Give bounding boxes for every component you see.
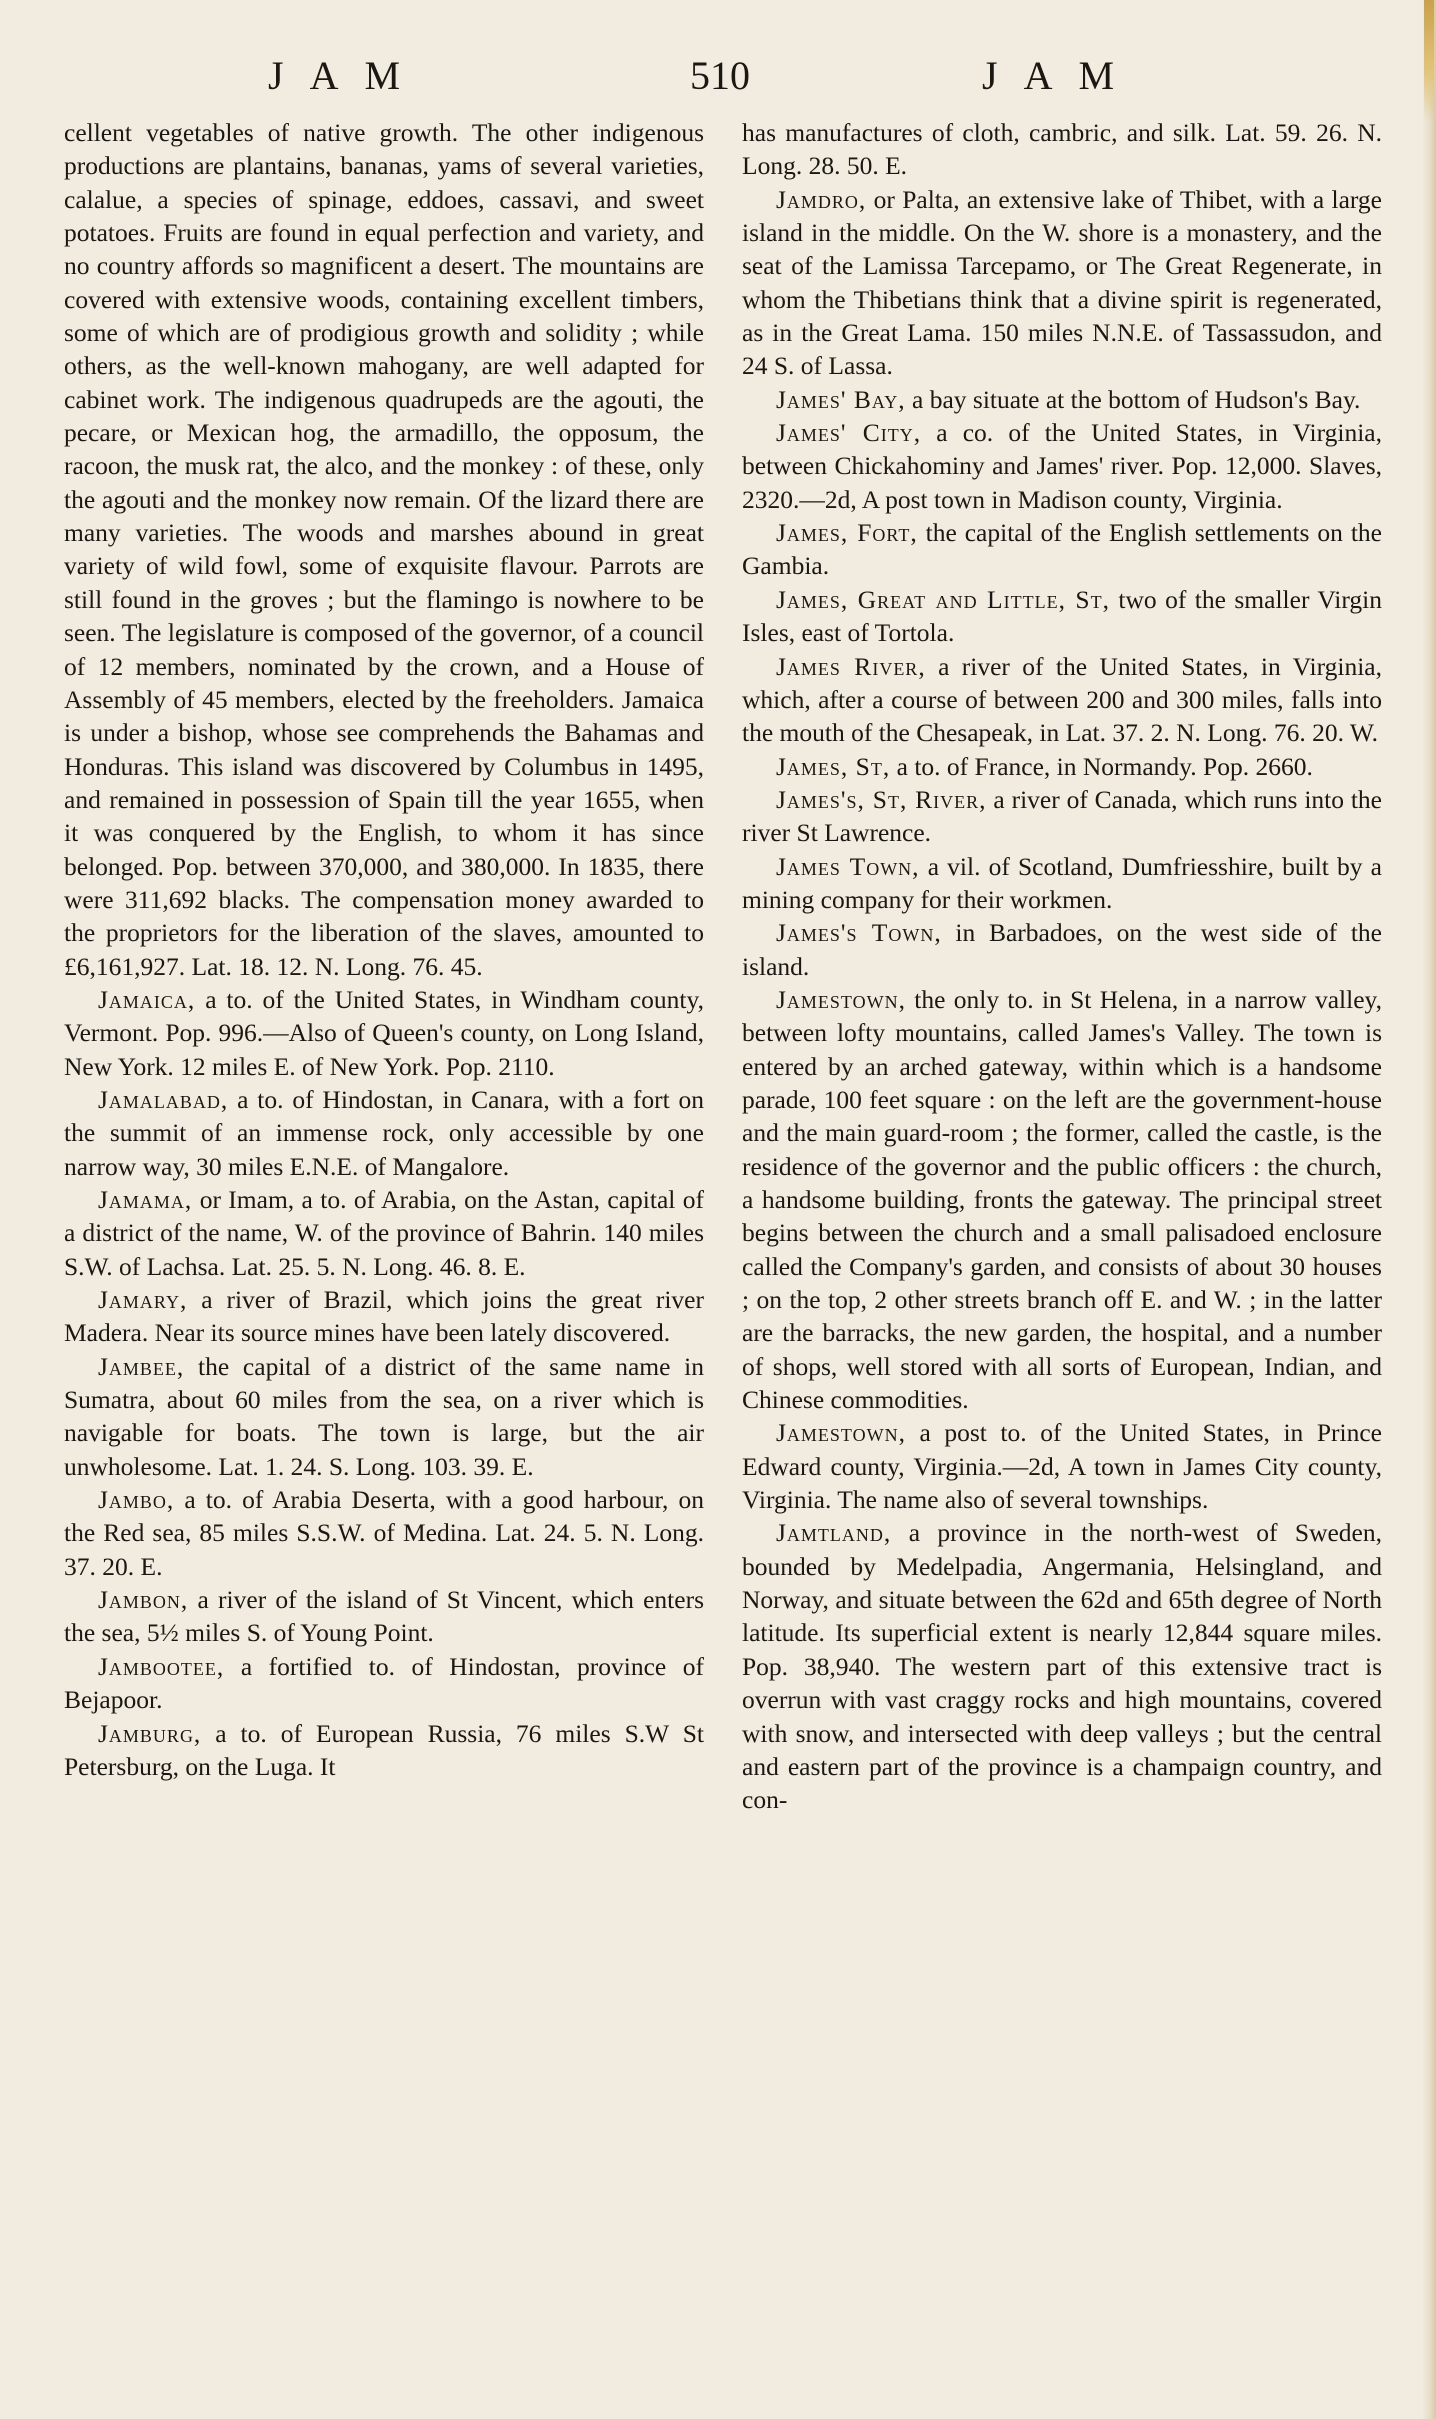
entry-text: a to. of Hindostan, in Canara, with a fort on the summit of an immense rock, only accessible by one narrow way, 30 miles E.N.E. of Mangalore. [64, 1084, 704, 1181]
entry-headword: James, St, [776, 751, 891, 781]
entry-headword: Jamama, [98, 1185, 193, 1214]
entry-paragraph [64, 1283, 704, 1350]
entry-headword: James's, St, River, [776, 784, 987, 814]
entry-text: a river of Canada, which runs into the river St Lawrence. [742, 784, 1383, 848]
entry-text: or Imam, a to. of Arabia, on the Astan, capital of a district of the name, W. of the province of Bahrin. 140 miles S.W. of Lachsa. Lat. 25. 5. N. Long. 46. 8. E. [64, 1185, 704, 1281]
entry-headword: Jambon, [98, 1585, 189, 1615]
entry-headword: Jamary, [98, 1285, 188, 1315]
entry-paragraph [64, 1483, 704, 1583]
entry-text: a vil. of Scotland, Dumfriesshire, built by a mining company for their workmen. [742, 851, 1382, 914]
entry-headword: Jamalabad, [98, 1084, 229, 1114]
entry-headword: James, Great and Little, St, [776, 584, 1110, 614]
right-column [742, 116, 1382, 1817]
entry-paragraph [64, 1350, 704, 1483]
entry-text: a river of the United States, in Virginia, which, after a course of between 200 and 300 miles, falls into the mouth of the Chesapeak, in Lat. 37. 2. N. Long. 76. 20. W. [742, 651, 1383, 748]
entry-paragraph [64, 1083, 704, 1183]
entry-text: a province in the north-west of Sweden, bounded by Medelpadia, Angermania, Helsingland, and Norway, and situate between the 62d and 65th degree of North latitude. Its superficial extent is nearly 12,844 square miles. Pop. 38,940. The western part of this extensive tract is overrun with vast craggy rocks and high mountains, covered with snow, and intersected with deep valleys ; but the central and eastern part of the province is a champaign country, and con- [742, 1518, 1382, 1815]
entry-headword: Jamestown, [776, 984, 906, 1014]
entry-headword: Jambo, [98, 1485, 175, 1515]
entry-paragraph [742, 1516, 1382, 1816]
entry-headword: James River, [776, 651, 926, 681]
entry-paragraph [64, 1583, 704, 1650]
entry-text: a river of the island of St Vincent, which enters the sea, 5½ miles S. of Young Point. [64, 1585, 704, 1648]
entry-paragraph [742, 116, 1382, 183]
entry-text: a post to. of the United States, in Prince Edward county, Virginia.—2d, A town in James City county, Virginia. The name also of several townships. [742, 1418, 1382, 1515]
entry-paragraph [742, 783, 1382, 850]
entry-text: the capital of a district of the same name in Sumatra, about 60 miles from the sea, on a river which is navigable for boats. The town is large, but the air unwholesome. Lat. 1. 24. S. Long. 103. 39. E. [64, 1351, 704, 1481]
entry-paragraph [742, 983, 1382, 1416]
entry-text: or Palta, an extensive lake of Thibet, with a large island in the middle. On the W. shore is a monastery, and the seat of the Lamissa Tarcepamo, or The Great Regenerate, in whom the Thibetians think that a divine spirit is regenerated, as in the Great Lama. 150 miles N.N.E. of Tassassudon, and 24 S. of Lassa. [742, 184, 1382, 381]
entry-text: a to. of the United States, in Windham county, Vermont. Pop. 996.—Also of Queen's county, on Long Island, New York. 12 miles E. of New York. Pop. 2110. [64, 984, 704, 1081]
entry-text: a to. of European Russia, 76 miles S.W St Petersburg, on the Luga. It [64, 1718, 704, 1781]
entry-paragraph [742, 916, 1382, 983]
entry-text: a river of Brazil, which joins the great river Madera. Near its source mines have been lately discovered. [64, 1285, 704, 1348]
entry-headword: Jambee, [98, 1351, 185, 1381]
entry-headword: Jamtland, [776, 1518, 892, 1548]
entry-paragraph [742, 416, 1382, 516]
entry-headword: Jamestown, [776, 1418, 906, 1448]
entry-paragraph [742, 850, 1382, 917]
left-column [64, 116, 704, 1783]
entry-text: in Barbadoes, on the west side of the island. [742, 918, 1382, 981]
header-right-guideword: JAM [982, 53, 1141, 98]
page-number: 510 [690, 53, 750, 98]
entry-headword: Jambootee, [98, 1651, 225, 1681]
entry-text: the capital of the English settlements on the Gambia. [742, 518, 1382, 581]
entry-text: the only to. in St Helena, in a narrow valley, between lofty mountains, called James's Valley. The town is entered by an arched gateway, within which is a handsome parade, 100 feet square : on the left are the government-house and the main guard-room ; the former, called the castle, is the residence of the governor and the public officers : the church, a handsome building, fronts the gateway. The principal street begins between the church and a small palisadoed enclosure called the Company's garden, and consists of about 30 houses ; on the top, 2 other streets branch off E. and W. ; in the latter are the barracks, the new garden, the hospital, and a number of shops, well stored with all sorts of European, Indian, and Chinese commodities. [742, 984, 1382, 1415]
entry-paragraph [64, 983, 704, 1083]
entry-text: cellent vegetables of native growth. The other indigenous productions are plantains, bananas, yams of several varieties, calalue, a species of spinage, eddoes, cassavi, and sweet potatoes. Fruits are found in equal perfection and variety, and no country affords so magnificent a desert. The mountains are covered with extensive woods, containing excellent timbers, some of which are of prodigious growth and solidity ; while others, as the well-known mahogany, are well adapted for cabinet work. The indigenous quadrupeds are the agouti, the pecare, or Mexican hog, the armadillo, the opposum, the racoon, the musk rat, the alco, and the monkey : of these, only the agouti and the monkey now remain. Of the lizard there are many varieties. The woods and marshes abound in great variety of wild fowl, some of exquisite flavour. Parrots are still found in the groves ; but the flamingo is nowhere to be seen. The legislature is composed of the governor, of a council of 12 members, nominated by the crown, and a House of Assembly of 45 members, elected by the freeholders. Jamaica is under a bishop, whose see comprehends the Bahamas and Honduras. This island was discovered by Columbus in 1495, and remained in possession of Spain till the year 1655, when it was conquered by the English, to whom it has since belonged. Pop. between 370,000, and 380,000. In 1835, there were 311,692 blacks. The compensation money awarded to the proprietors for the liberation of the slaves, amounted to £6,161,927. Lat. 18. 12. N. Long. 76. 45. [64, 118, 704, 981]
running-header [0, 52, 1436, 100]
entry-text: a to. of Arabia Deserta, with a good harbour, on the Red sea, 85 miles S.S.W. of Medina. Lat. 24. 5. N. Long. 37. 20. E. [64, 1485, 704, 1581]
entry-paragraph [64, 1183, 704, 1283]
entry-paragraph [64, 116, 704, 983]
entry-headword: Jamaica, [98, 984, 196, 1014]
entry-paragraph [742, 650, 1382, 750]
entry-paragraph [742, 516, 1382, 583]
header-left-guideword: JAM [268, 53, 427, 98]
entry-headword: Jamdro, [776, 184, 867, 214]
entry-text: two of the smaller Virgin Isles, east of Tortola. [742, 584, 1382, 648]
entry-headword: James, Fort, [776, 518, 918, 548]
entry-headword: James' Bay, [776, 384, 906, 414]
entry-paragraph [64, 1650, 704, 1717]
entry-text: a to. of France, in Normandy. Pop. 2660. [890, 751, 1313, 781]
entry-text: a bay situate at the bottom of Hudson's Bay. [905, 384, 1361, 414]
entry-paragraph [742, 383, 1382, 416]
entry-paragraph [742, 583, 1382, 650]
entry-paragraph [742, 1416, 1382, 1516]
entry-headword: Jamburg, [98, 1718, 202, 1748]
entry-text: has manufactures of cloth, cambric, and silk. Lat. 59. 26. N. Long. 28. 50. E. [742, 118, 1382, 181]
entry-paragraph [64, 1717, 704, 1784]
page-edge [1422, 0, 1436, 2419]
entry-paragraph [742, 183, 1382, 383]
entry-headword: James' City, [776, 418, 922, 448]
entry-paragraph [742, 750, 1382, 783]
entry-headword: James Town, [776, 851, 920, 881]
entry-text: a co. of the United States, in Virginia, between Chickahominy and James' river. Pop. 12,000. Slaves, 2320.—2d, A post town in Madison county, Virginia. [742, 418, 1382, 514]
entry-text: a fortified to. of Hindostan, province of Bejapoor. [64, 1651, 704, 1715]
entry-headword: James's Town, [776, 918, 942, 948]
